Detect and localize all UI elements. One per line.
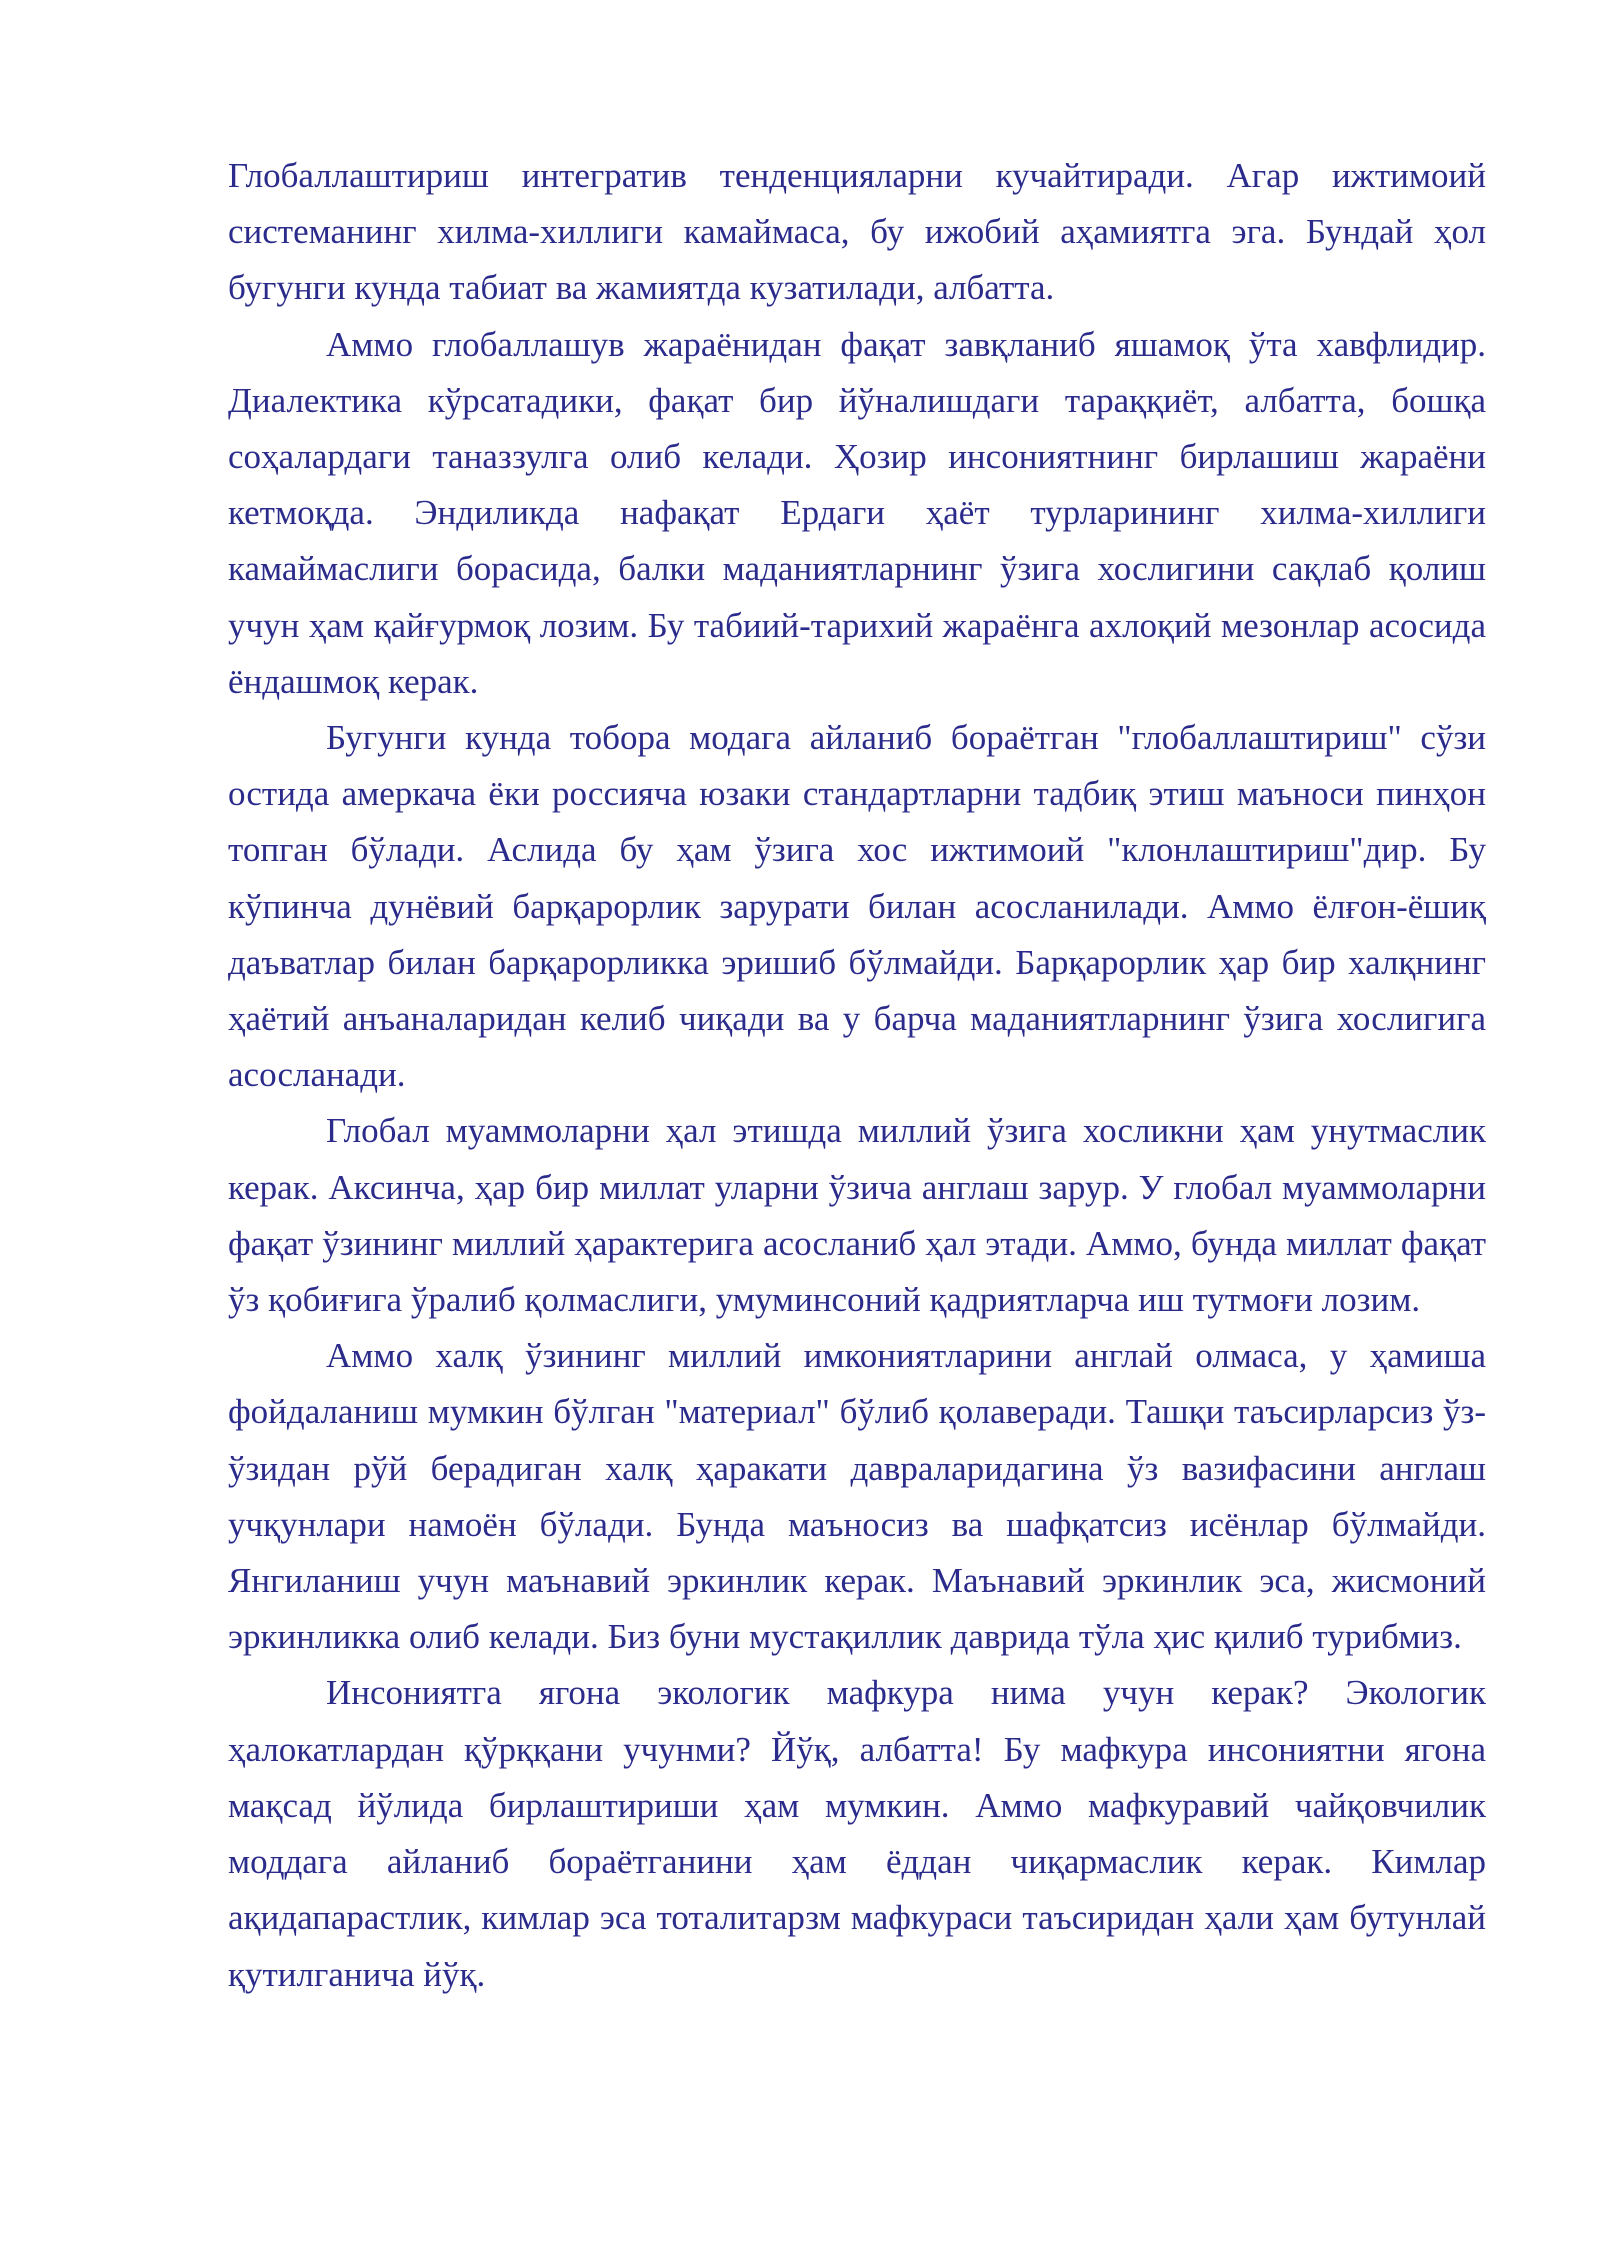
paragraph: Бугунги кунда тобора модага айланиб бораётган "глобаллаштириш" сўзи остида амеркача ёки россияча юзаки стандартларни тадбиқ этиш маъноси пинҳон топган бўлади. Аслида бу ҳам ўзига хос ижтимоий "клонлаштириш"дир. Бу кўпинча дунёвий барқарорлик зарурати билан асосланилади. Аммо ёлғон-ёшиқ даъватлар билан барқарорликка эришиб бўлмайди. Барқарорлик ҳар бир халқнинг ҳаётий анъаналаридан келиб чиқади ва у барча маданиятларнинг ўзига хослигига асосланади. — [228, 718, 1486, 1095]
paragraph: Аммо глобаллашув жараёнидан фақат завқланиб яшамоқ ўта хавфлидир. Диалектика кўрсатадики, фақат бир йўналишдаги тараққиёт, албатта, бошқа соҳалардаги таназзулга олиб келади. Ҳозир инсониятнинг бирлашиш жараёни кетмоқда. Эндиликда нафақат Ердаги ҳаёт турларининг хилма-хиллиги камаймаслиги борасида, балки маданиятларнинг ўзига хослигини сақлаб қолиш учун ҳам қайғурмоқ лозим. Бу табиий-тарихий жараёнга ахлоқий мезонлар асосида ёндашмоқ керак. — [228, 324, 1486, 701]
document-body — [228, 148, 1486, 2003]
paragraph: Инсониятга ягона экологик мафкура нима учун керак? Экологик ҳалокатлардан қўрққани учунми? Йўқ, албатта! Бу мафкура инсониятни ягона мақсад йўлида бирлаштириши ҳам мумкин. Аммо мафкуравий чайқовчилик моддага айланиб бораётганини ҳам ёддан чиқармаслик керак. Кимлар ақидапарастлик, кимлар эса тоталитарзм мафкураси таъсиридан ҳали ҳам бутунлай қутилганича йўқ. — [228, 1673, 1486, 1994]
paragraph: Глобаллаштириш интегратив тенденцияларни кучайтиради. Агар ижтимоий системанинг хилма-хиллиги камаймаса, бу ижобий аҳамиятга эга. Бундай ҳол бугунги кунда табиат ва жамиятда кузатилади, албатта. — [228, 156, 1486, 308]
paragraph: Глобал муаммоларни ҳал этишда миллий ўзига хосликни ҳам унутмаслик керак. Аксинча, ҳар бир миллат уларни ўзича англаш зарур. У глобал муаммоларни фақат ўзининг миллий ҳарактерига асосланиб ҳал этади. Аммо, бунда миллат фақат ўз қобиғига ўралиб қолмаслиги, умуминсоний қадриятларча иш тутмоғи лозим. — [228, 1111, 1486, 1320]
paragraph: Аммо халқ ўзининг миллий имкониятларини англай олмаса, у ҳамиша фойдаланиш мумкин бўлган "материал" бўлиб қолаверади. Ташқи таъсирларсиз ўз-ўзидан рўй берадиган халқ ҳаракати давраларидагина ўз вазифасини англаш учқунлари намоён бўлади. Бунда маъносиз ва шафқатсиз исёнлар бўлмайди. Янгиланиш учун маънавий эркинлик керак. Маънавий эркинлик эса, жисмоний эркинликка олиб келади. Биз буни мустақиллик даврида тўла ҳис қилиб турибмиз. — [228, 1336, 1486, 1657]
